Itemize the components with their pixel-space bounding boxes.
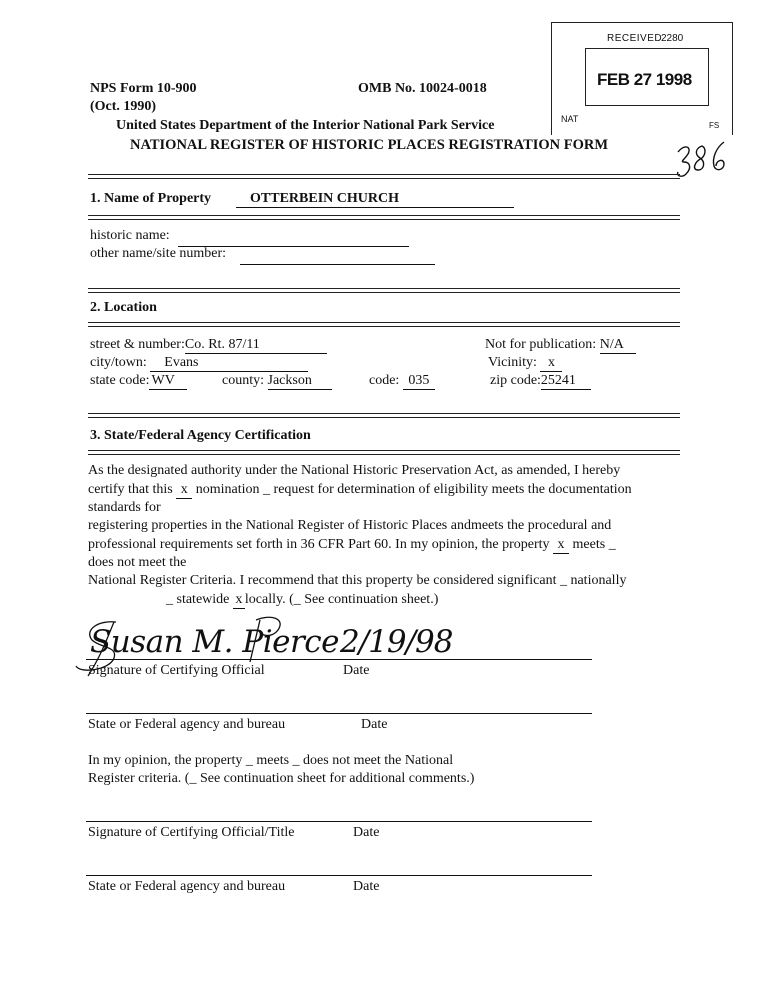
department-title: United States Department of the Interior National Park Service bbox=[116, 118, 495, 133]
stamp-received-label: RECEIVED bbox=[607, 33, 663, 44]
historic-name-label: historic name: bbox=[90, 228, 170, 243]
state-label: state code: bbox=[90, 373, 150, 388]
signature-label-2: Signature of Certifying Official/Title bbox=[88, 825, 295, 840]
historic-name-field bbox=[178, 230, 409, 247]
county-row bbox=[222, 373, 332, 390]
request-mark: _ bbox=[263, 482, 271, 497]
agency-date-label-2: Date bbox=[353, 879, 380, 894]
vicinity-row bbox=[488, 355, 562, 372]
stamp-fs-label: FS bbox=[709, 121, 720, 130]
cert-line-3: standards for bbox=[88, 500, 161, 515]
vicinity-value: x bbox=[540, 356, 562, 372]
street-label: street & number: bbox=[90, 337, 185, 352]
county-value: Jackson bbox=[268, 374, 332, 390]
stamp-number: 2280 bbox=[661, 33, 684, 44]
agency-date-label-1: Date bbox=[361, 717, 388, 732]
agency-label-2: State or Federal agency and bureau bbox=[88, 879, 286, 894]
opinion-continuation-mark: _ bbox=[189, 771, 197, 786]
section1-heading: 1. Name of Property bbox=[90, 191, 212, 206]
form-date: (Oct. 1990) bbox=[90, 99, 157, 114]
npub-label: Not for publication: bbox=[485, 337, 597, 352]
property-name-value: OTTERBEIN CHURCH bbox=[236, 192, 514, 208]
cert-line-7: National Register Criteria. I recommend that this property be considered significant _ nationally bbox=[88, 573, 627, 588]
city-row bbox=[90, 355, 308, 372]
opinion-line-1: In my opinion, the property _ meets _ does not meet the National bbox=[88, 753, 454, 768]
statewide-mark: _ bbox=[166, 592, 173, 607]
zip-row bbox=[490, 373, 591, 390]
continuation-mark: _ bbox=[293, 592, 301, 607]
nomination-mark: x bbox=[176, 483, 192, 499]
stamp-nat-label: NAT bbox=[561, 114, 579, 124]
cert-line-4: registering properties in the National Register of Historic Places andmeets the procedural and bbox=[88, 518, 612, 533]
stamp-date: FEB 27 1998 bbox=[597, 70, 692, 89]
opinion-meets-mark: _ bbox=[245, 753, 253, 768]
form-title: NATIONAL REGISTER OF HISTORIC PLACES REGISTRATION FORM bbox=[130, 137, 609, 153]
handwritten-number bbox=[672, 138, 732, 184]
historic-name-value bbox=[178, 231, 409, 247]
npub-value: N/A bbox=[600, 338, 636, 354]
cert-line-8: _ statewide x locally. (_ See continuation sheet.) bbox=[166, 592, 439, 607]
street-row bbox=[90, 337, 327, 354]
opinion-not-meet-mark: _ bbox=[292, 753, 300, 768]
state-row bbox=[90, 373, 187, 390]
zip-label: zip code: bbox=[490, 373, 541, 388]
other-name-value bbox=[240, 249, 435, 265]
cert-line-1: As the designated authority under the National Historic Preservation Act, as amended, I hereby bbox=[88, 463, 621, 478]
vicinity-label: Vicinity: bbox=[488, 355, 537, 370]
omb-number: OMB No. 10024-0018 bbox=[358, 81, 487, 96]
signature-date-label: Date bbox=[343, 663, 370, 678]
section3-heading: 3. State/Federal Agency Certification bbox=[90, 428, 311, 443]
signature-date-value: 2/19/98 bbox=[340, 624, 453, 660]
signature-name: Susan M. Pierce bbox=[90, 624, 340, 660]
other-name-label: other name/site number: bbox=[90, 246, 227, 261]
signature-label: Signature of Certifying Official bbox=[88, 663, 265, 678]
city-value: Evans bbox=[150, 356, 308, 372]
state-value: WV bbox=[149, 374, 187, 390]
signature-date-label-2: Date bbox=[353, 825, 380, 840]
city-label: city/town: bbox=[90, 355, 147, 370]
property-name-field bbox=[236, 191, 514, 208]
form-number: NPS Form 10-900 bbox=[90, 81, 197, 96]
cert-line-5: professional requirements set forth in 36 CFR Part 60. In my opinion, the property x meets _ bbox=[88, 537, 616, 552]
cert-line-2: certify that this x nomination _ request for determination of eligibility meets the documentation bbox=[88, 482, 632, 497]
nationally-mark: _ bbox=[559, 573, 567, 588]
npub-row bbox=[485, 337, 636, 354]
section2-heading: 2. Location bbox=[90, 300, 157, 315]
zip-value: 25241 bbox=[541, 374, 591, 390]
received-stamp bbox=[551, 22, 735, 150]
code-row bbox=[369, 373, 435, 390]
code-value: 035 bbox=[403, 374, 435, 390]
meets-mark: x bbox=[553, 538, 569, 554]
other-name-field bbox=[240, 248, 435, 265]
county-label: county: bbox=[222, 373, 264, 388]
locally-mark: x bbox=[233, 593, 245, 609]
code-label: code: bbox=[369, 373, 400, 388]
agency-label-1: State or Federal agency and bureau bbox=[88, 717, 286, 732]
cert-line-6: does not meet the bbox=[88, 555, 187, 570]
opinion-line-2: Register criteria. (_ See continuation sheet for additional comments.) bbox=[88, 771, 475, 786]
does-not-meet-mark: _ bbox=[608, 537, 616, 552]
street-value: Co. Rt. 87/11 bbox=[185, 338, 327, 354]
